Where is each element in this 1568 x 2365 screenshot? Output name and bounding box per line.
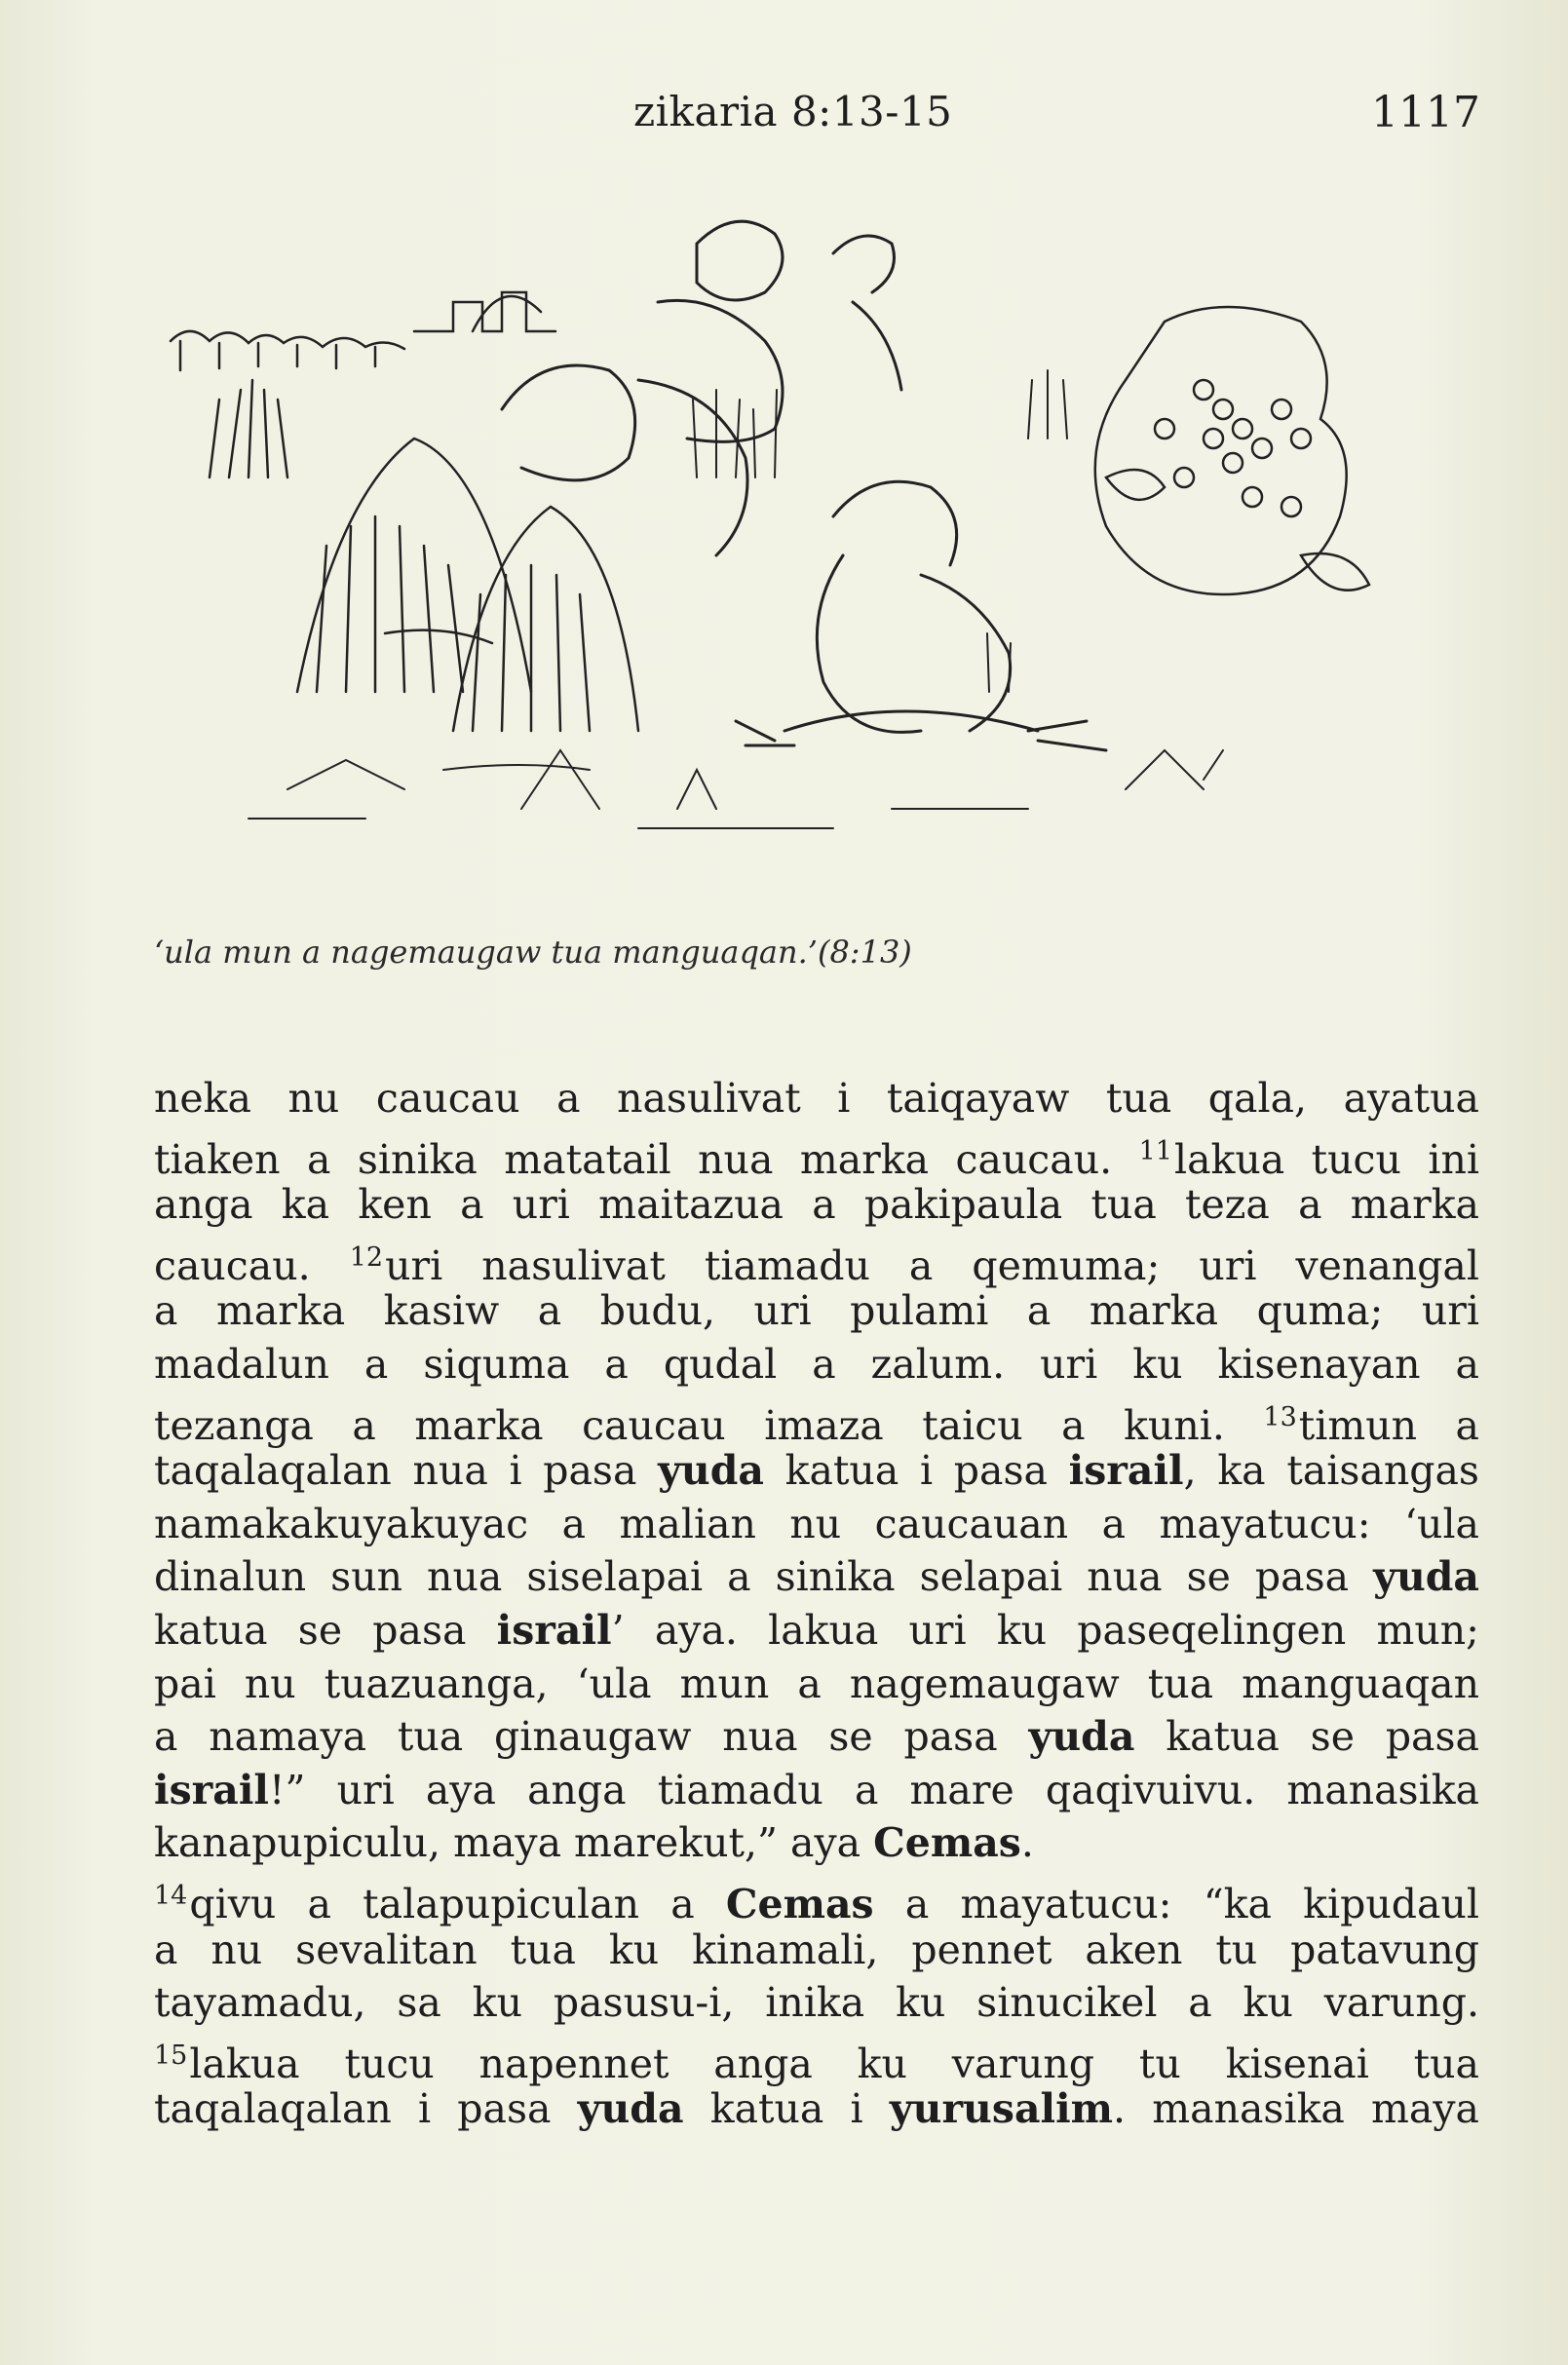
verse-number: 14 <box>154 1880 188 1911</box>
text-line: a marka kasiw a budu, uri pulami a marka quma; uri <box>154 1287 1479 1335</box>
standing-grain <box>693 370 1067 692</box>
text-line: pai nu tuazuanga, ‘ula mun a nagemaugaw tua manguaqan <box>154 1659 1479 1707</box>
text-line: tayamadu, sa ku pasusu-i, inika ku sinucikel a ku varung. <box>154 1979 1479 2027</box>
standing-figure <box>658 221 901 441</box>
text-line: $^{14}$qivu a talapupiculan a Cemas a mayatucu: “ka kipudaul <box>154 1880 1479 1927</box>
text-line: taqalaqalan i pasa yuda katua i yurusalim. manasika maya <box>154 2085 1479 2133</box>
text-line: madalun a siquma a qudal a zalum. uri ku kisenayan a <box>154 1340 1479 1388</box>
text-line: namakakuyakuyac a malian nu caucauan a mayatucu: ‘ula <box>154 1500 1479 1547</box>
text-line: caucau. $^{12}$uri nasulivat tiamadu a qemuma; uri venangal <box>154 1241 1479 1289</box>
text-line: $^{15}$lakua tucu napennet anga ku varung tu kisenai tua <box>154 2040 1479 2087</box>
harvester-figure <box>736 481 1106 750</box>
verse-number: 15 <box>154 2040 188 2071</box>
text-line: anga ka ken a uri maitazua a pakipaula tua teza a marka <box>154 1181 1479 1229</box>
kneeling-figure <box>502 365 747 555</box>
verse-number: 13 <box>1263 1401 1297 1432</box>
text-line: katua se pasa israil’ aya. lakua uri ku paseqelingen mun; <box>154 1606 1479 1654</box>
harvest-scene-icon <box>151 185 1408 916</box>
text-line: a namaya tua ginaugaw nua se pasa yuda katua se pasa <box>154 1713 1479 1761</box>
tree-line <box>171 292 555 370</box>
grapevine <box>1095 307 1369 594</box>
text-line: a nu sevalitan tua ku kinamali, pennet aken tu patavung <box>154 1926 1479 1973</box>
text-line: tezanga a marka caucau imaza taicu a kuni. $^{13}$timun a <box>154 1401 1479 1449</box>
wheat-sheaves-left <box>210 380 638 731</box>
verse-number: 12 <box>349 1241 384 1273</box>
text-line: dinalun sun nua siselapai a sinika selapai nua se pasa yuda <box>154 1553 1479 1601</box>
text-line: neka nu caucau a nasulivat i taiqayaw tua qala, ayatua <box>154 1075 1479 1122</box>
illustration-caption: ‘ula mun a nagemaugaw tua manguaqan.’(8:13) <box>154 934 912 971</box>
text-line: tiaken a sinika matatail nua marka caucau. $^{11}$lakua tucu ini <box>154 1135 1479 1183</box>
text-line: kanapupiculu, maya marekut,” aya Cemas. <box>154 1819 1034 1867</box>
scripture-text <box>154 1072 1479 2136</box>
harvest-scene-illustration <box>151 185 1408 916</box>
verse-number: 11 <box>1138 1135 1172 1166</box>
ground-strokes <box>249 750 1223 828</box>
running-head <box>156 78 1480 146</box>
text-line: israil!” uri aya anga tiamadu a mare qaqivuivu. manasika <box>154 1766 1479 1813</box>
text-line: taqalaqalan nua i pasa yuda katua i pasa israil, ka taisangas <box>154 1447 1479 1495</box>
running-title: zikaria 8:13-15 <box>633 88 953 135</box>
page-number: 1117 <box>1371 88 1480 137</box>
